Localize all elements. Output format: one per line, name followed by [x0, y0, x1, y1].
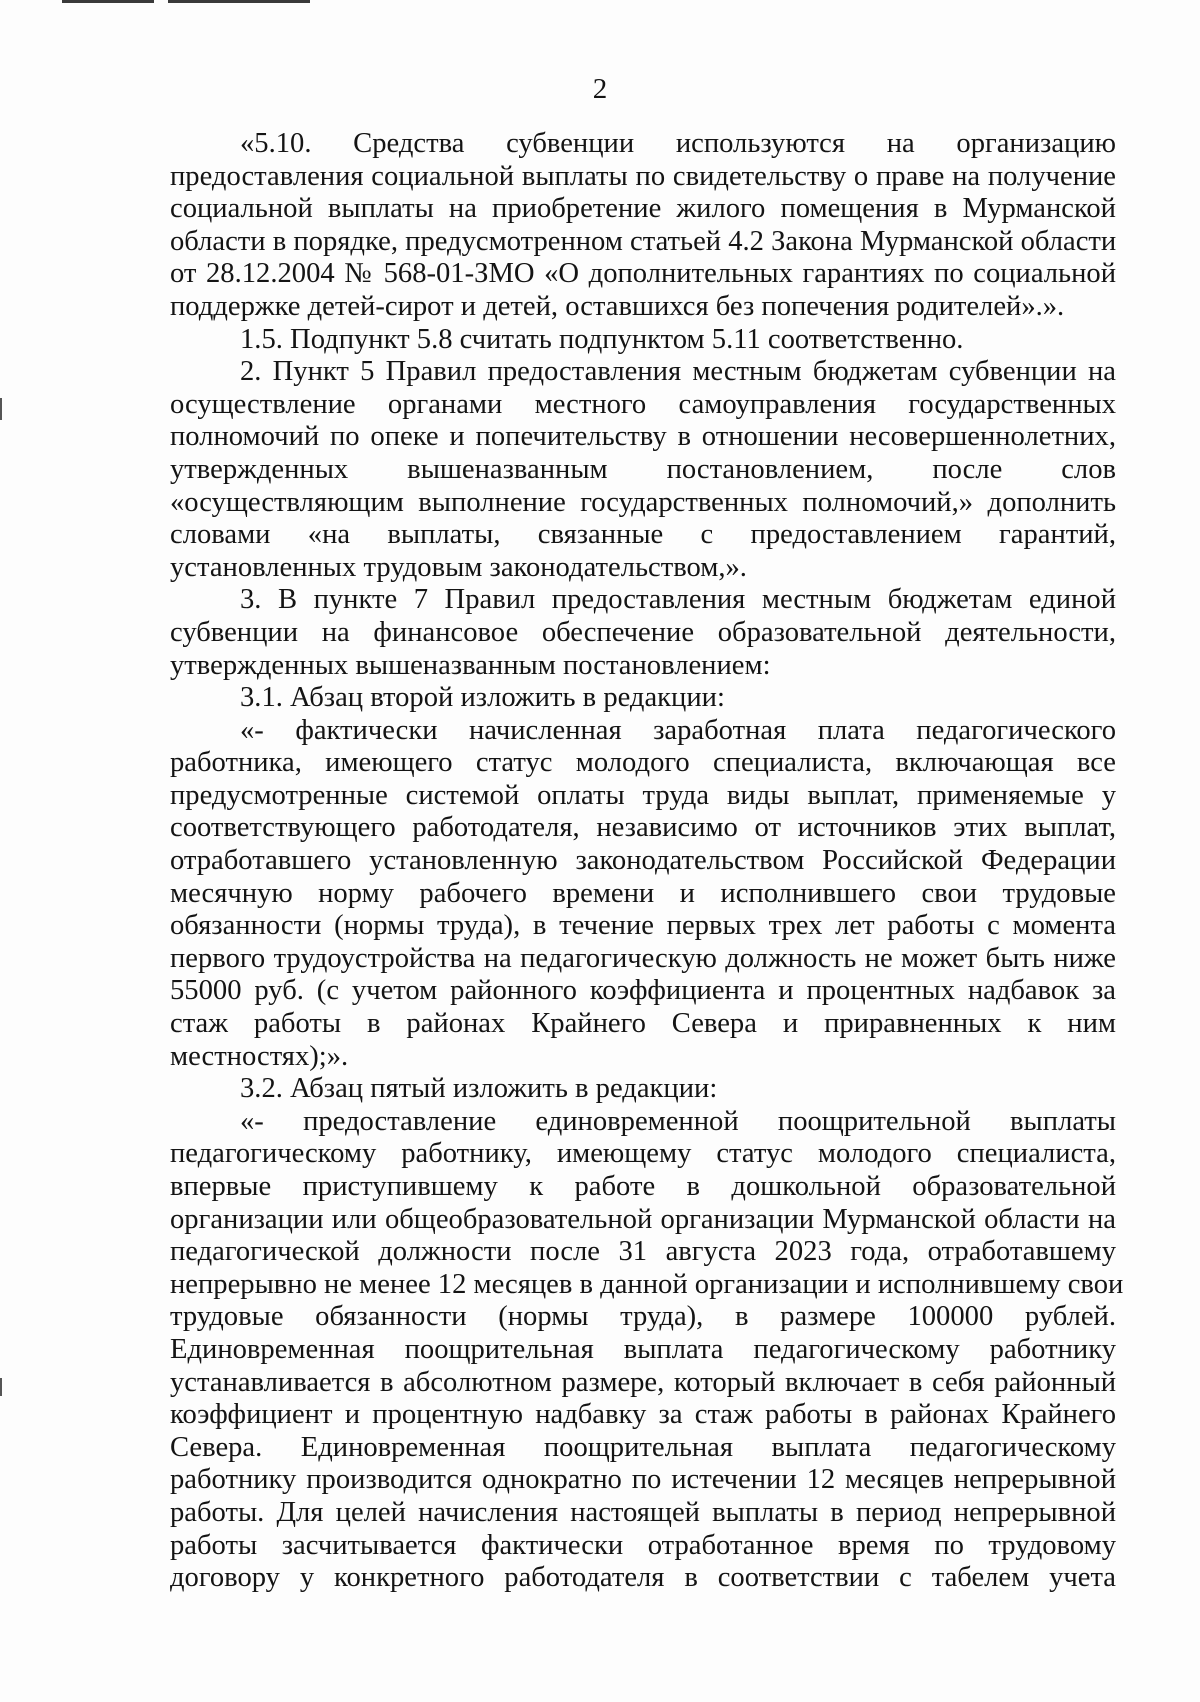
- text-line: утвержденных вышеназванным постановлением:: [170, 649, 771, 681]
- text-line: утвержденных вышеназванным постановлением, после слов: [170, 453, 1116, 485]
- text-line: «- предоставление единовременной поощрительной выплаты: [240, 1105, 1116, 1137]
- text-line: словами «на выплаты, связанные с предоставлением гарантий,: [170, 519, 1116, 551]
- text-line: работы засчитывается фактически отработанное время по трудовому: [170, 1529, 1116, 1561]
- text-line: поддержке детей-сирот и детей, оставшихся без попечения родителей».».: [170, 290, 1065, 322]
- text-line: 3.1. Абзац второй изложить в редакции:: [240, 682, 725, 714]
- text-line: 1.5. Подпункт 5.8 считать подпунктом 5.11 соответственно.: [240, 323, 964, 355]
- text-line: 2. Пункт 5 Правил предоставления местным бюджетам субвенции на: [240, 356, 1116, 388]
- text-line: установленных трудовым законодательством,».: [170, 551, 747, 583]
- text-line: предоставления социальной выплаты по свидетельству о праве на получение: [170, 160, 1116, 192]
- text-line: предусмотренные системой оплаты труда виды выплат, применяемые у: [170, 779, 1116, 811]
- text-line: осуществление органами местного самоуправления государственных: [170, 388, 1116, 420]
- text-line: обязанности (нормы труда), в течение первых трех лет работы с момента: [170, 910, 1116, 942]
- text-line: «5.10. Средства субвенции используются на организацию: [240, 128, 1116, 159]
- text-line: соответствующего работодателя, независимо от источников этих выплат,: [170, 812, 1116, 844]
- text-line: работнику производится однократно по истечении 12 месяцев непрерывной: [170, 1464, 1116, 1496]
- scan-artifact: [168, 0, 310, 3]
- text-line: педагогической должности после 31 августа 2023 года, отработавшему: [170, 1236, 1116, 1268]
- text-line: 55000 руб. (с учетом районного коэффициента и процентных надбавок за: [170, 975, 1116, 1007]
- text-line: области в порядке, предусмотренном статьей 4.2 Закона Мурманской области: [170, 225, 1117, 257]
- text-line: «осуществляющим выполнение государственных полномочий,» дополнить: [170, 486, 1116, 518]
- text-line: Севера. Единовременная поощрительная выплата педагогическому: [170, 1431, 1116, 1463]
- text-line: 3.2. Абзац пятый изложить в редакции:: [240, 1073, 718, 1105]
- text-line: от 28.12.2004 № 568-01-ЗМО «О дополнительных гарантиях по социальной: [170, 258, 1116, 290]
- scan-artifact: [0, 1378, 2, 1396]
- text-line: организации или общеобразовательной организации Мурманской области на: [170, 1203, 1116, 1235]
- text-line: Единовременная поощрительная выплата педагогическому работнику: [170, 1333, 1116, 1365]
- text-line: «- фактически начисленная заработная плата педагогического: [240, 714, 1116, 746]
- text-line: социальной выплаты на приобретение жилого помещения в Мурманской: [170, 193, 1116, 225]
- text-line: месячную норму рабочего времени и исполнившего свои трудовые: [170, 877, 1116, 909]
- document-body: [170, 128, 1124, 1595]
- text-line: педагогическому работнику, имеющему статус молодого специалиста,: [170, 1138, 1116, 1170]
- text-line: полномочий по опеке и попечительству в отношении несовершеннолетних,: [170, 421, 1116, 453]
- scan-artifact: [0, 398, 2, 420]
- text-line: работника, имеющего статус молодого специалиста, включающая все: [170, 747, 1116, 779]
- text-line: договору у конкретного работодателя в соответствии с табелем учета: [170, 1562, 1116, 1594]
- text-line: работы. Для целей начисления настоящей выплаты в период непрерывной: [170, 1496, 1116, 1528]
- text-line: впервые приступившему к работе в дошкольной образовательной: [170, 1171, 1116, 1202]
- text-line: местностях);».: [170, 1040, 349, 1072]
- text-line: субвенции на финансовое обеспечение образовательной деятельности,: [170, 616, 1116, 648]
- text-line: первого трудоустройства на педагогическую должность не может быть ниже: [170, 942, 1116, 974]
- text-line: 3. В пункте 7 Правил предоставления местным бюджетам единой: [240, 584, 1116, 616]
- text-line: отработавшего установленную законодательством Российской Федерации: [170, 845, 1116, 877]
- text-line: стаж работы в районах Крайнего Севера и приравненных к ним: [170, 1008, 1116, 1040]
- text-line: устанавливается в абсолютном размере, который включает в себя районный: [170, 1366, 1116, 1398]
- scan-artifact: [62, 0, 154, 3]
- text-line: коэффициент и процентную надбавку за стаж работы в районах Крайнего: [170, 1399, 1116, 1431]
- text-line: непрерывно не менее 12 месяцев в данной организации и исполнившему свои: [170, 1268, 1124, 1300]
- page-number: 2: [592, 73, 608, 105]
- text-line: трудовые обязанности (нормы труда), в размере 100000 рублей.: [170, 1301, 1116, 1333]
